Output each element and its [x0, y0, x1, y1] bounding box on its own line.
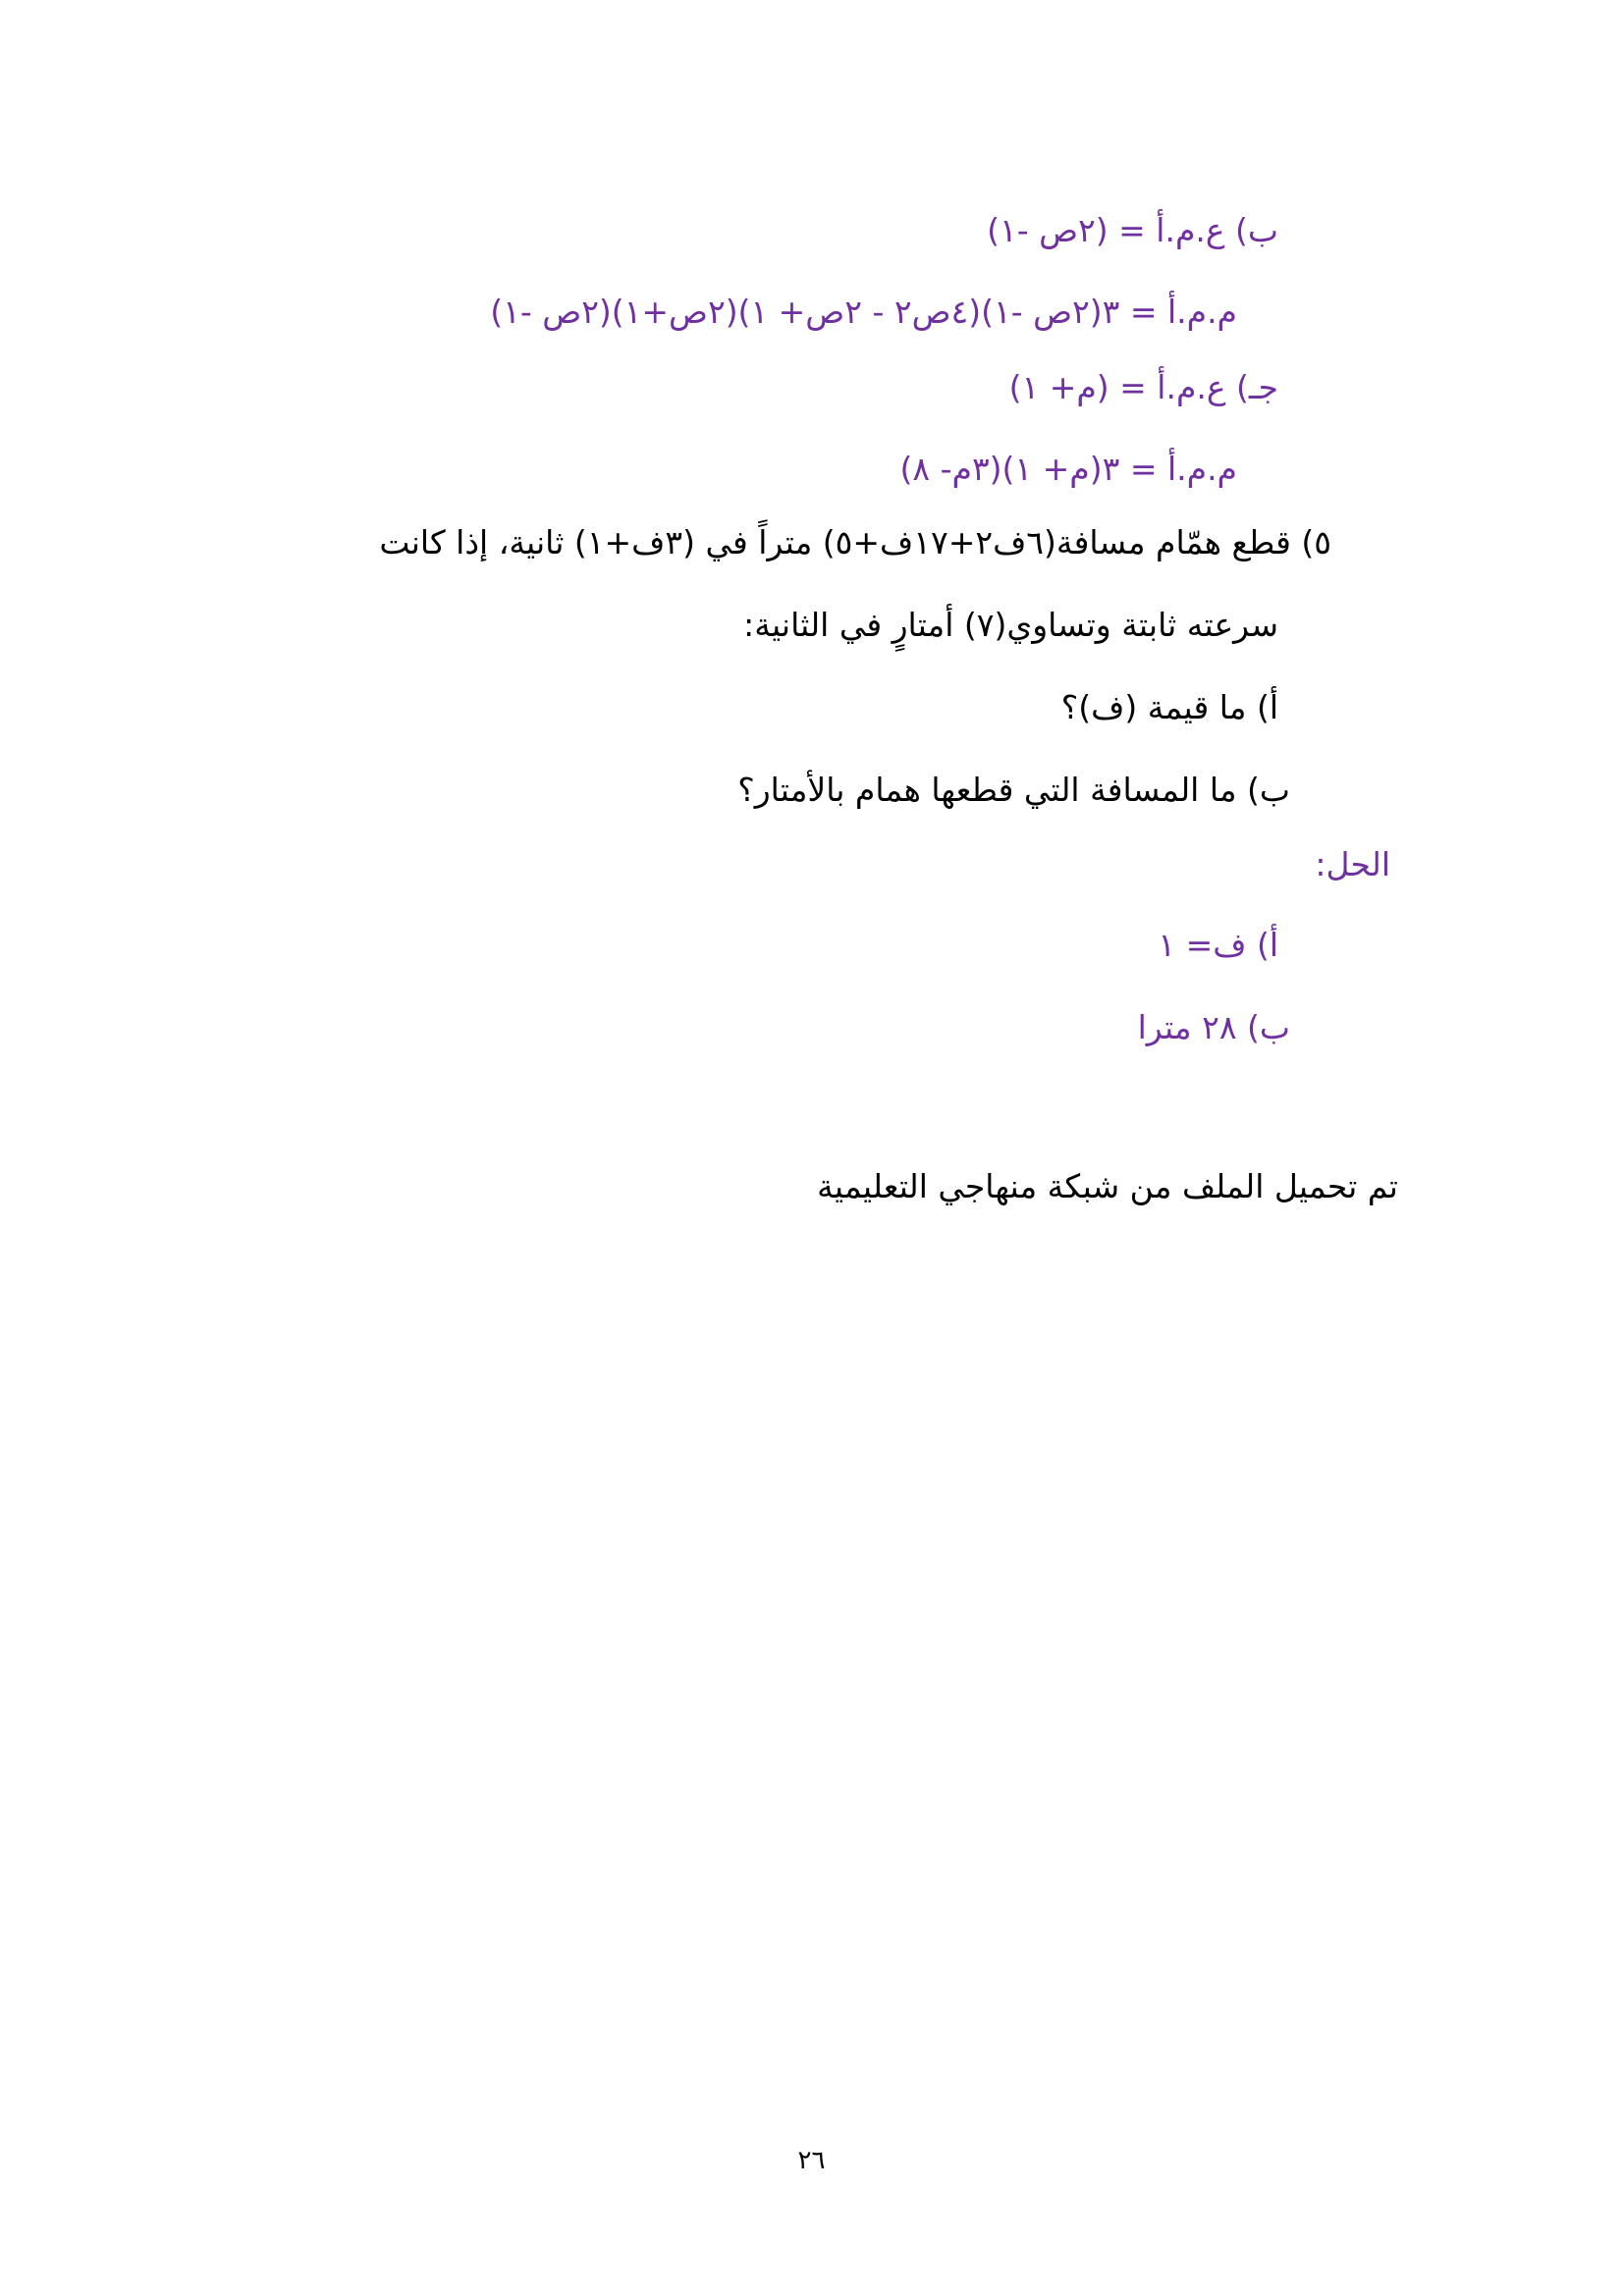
- answer-c-lcm: م.م.أ = ٣(م+ ١)(٣م- ٨): [899, 450, 1237, 488]
- question-5-part-b: ب) ما المسافة التي قطعها همام بالأمتار؟: [737, 771, 1290, 809]
- question-5-part-a: أ) ما قيمة (ف)؟: [1060, 688, 1278, 726]
- footer-note: تم تحميل الملف من شبكة منهاجي التعليمية: [817, 1167, 1398, 1205]
- answer-b-lcm: م.م.أ = ٣(٢ص -١)(٤ص٢ - ٢ص+ ١)(٢ص+١)(٢ص -١): [490, 293, 1237, 331]
- solution-b: ب) ٢٨ مترا: [1137, 1008, 1290, 1046]
- answer-c-gcf: جـ) ع.م.أ = (م+ ١): [1008, 368, 1278, 406]
- solution-a: أ) ف= ١: [1158, 926, 1278, 964]
- solution-heading: الحل:: [1315, 845, 1390, 883]
- question-5-line-2: سرعته ثابتة وتساوي(٧) أمتارٍ في الثانية:: [743, 606, 1278, 644]
- page-number: ٢٦: [797, 2146, 826, 2175]
- answer-b-gcf: ب) ع.م.أ = (٢ص -١): [987, 211, 1278, 249]
- question-5-line-1: ٥) قطع همّام مسافة(٦ف٢+١٧ف+٥) متراً في (٣ف+١) ثانية، إذا كانت: [379, 523, 1331, 561]
